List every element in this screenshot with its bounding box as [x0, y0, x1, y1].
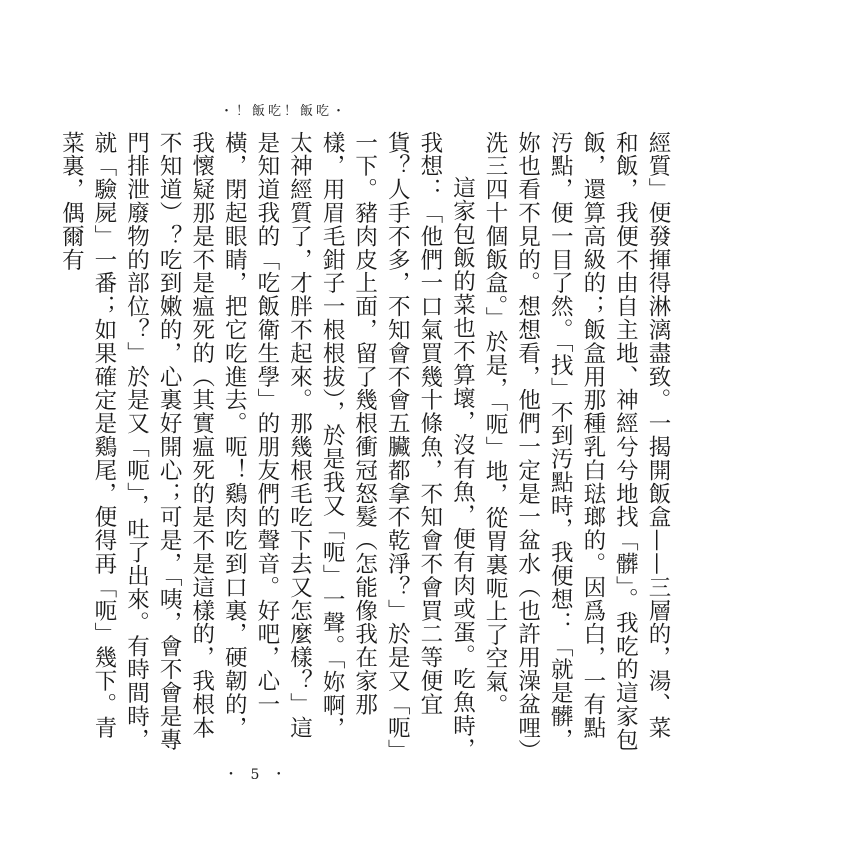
- paragraph-2: 這家包飯的菜也不算壞，沒有魚，便有肉或蛋。吃魚時，我想：「他們一口氣買幾十條魚，不知會不會買二等便宜貨？人手不多，不知會不會五臟都拿不乾淨？」於是又「呃」一下。豬肉皮上面，留了幾根衝冠怒髮（怎能像我在家那樣，用眉毛鉗子一根根拔），於是我又「呃」一聲。「妳啊，太神經質了，才胖不起來。那幾根毛吃下去又怎麼樣？」這是知道我的「吃飯衛生學」的朋友們的聲音。好吧，心一橫，閉起眼睛，把它吃進去。呃！鷄肉吃到口裏，硬韌的，我懷疑那是不是瘟死的（其實瘟死的是不是這樣的，我根本不知道）？吃到嫩的，心裏好開心；可是，「咦，會不會是專門排泄廢物的部位？」於是又「呃」，吐了出來。有時間時，就「驗屍」一番；如果確定是鷄尾，便得再「呃」幾下。青菜裏，偶爾有: [58, 131, 476, 761]
- body-text: [58, 131, 674, 761]
- paragraph-1: 經質」便發揮得淋漓盡致。一揭開飯盒——三層的，湯、菜和飯，我便不由自主地、神經兮兮地找「髒」。我吃的這家包飯，還算高級的；飯盒用那種乳白琺瑯的。因爲白，一有點汚點，便一目了然。「找」不到汚點時，我便想：「就是髒，妳也看不見的。想想看，他們一定是一盆水（也許用澡盆哩）洗三四十個飯盒。」於是，「呃」地，從胃裏呃上了空氣。: [482, 131, 671, 752]
- running-header: ・！飯吃！飯吃・: [220, 104, 349, 119]
- page-number: ・ 5 ・: [224, 767, 290, 783]
